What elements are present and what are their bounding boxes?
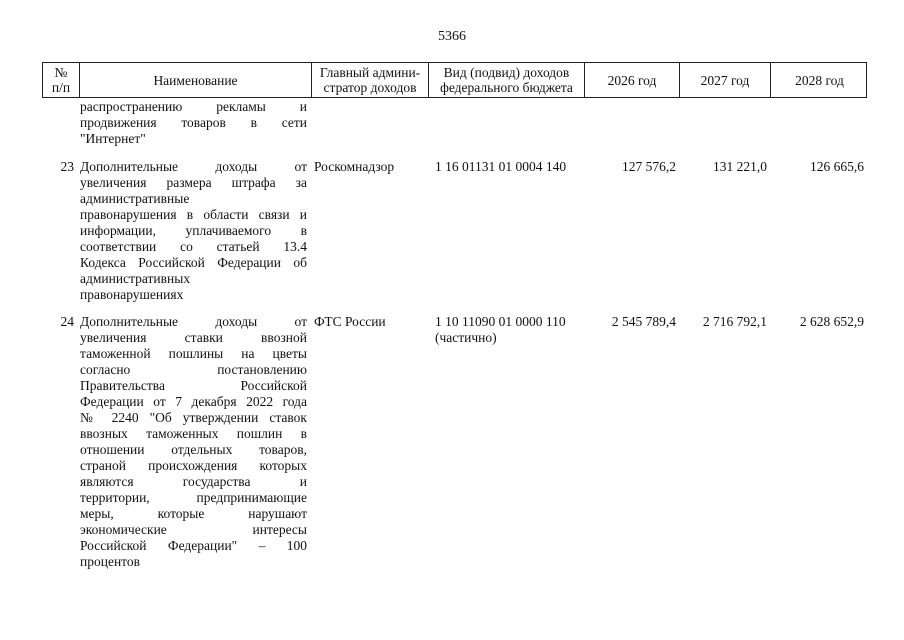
name-line: увеличения размера штрафа за	[80, 175, 307, 190]
row-code-line1: 1 10 11090 01 0000 110	[435, 314, 566, 329]
row-code-line2: (частично)	[435, 330, 497, 345]
name-line: страной происхождения которых	[80, 458, 307, 473]
table-row	[42, 314, 867, 570]
name-line: соответствии со статьей 13.4	[80, 239, 307, 254]
row-code	[428, 159, 584, 303]
name-line: Правительства Российской	[80, 378, 307, 393]
name-line: ввозных таможенных пошлин в	[80, 426, 307, 441]
column-header-code-line1: Вид (подвид) доходов	[443, 65, 570, 80]
name-line: являются государства и	[80, 474, 307, 489]
name-line: административных	[80, 271, 191, 286]
column-header-code	[429, 63, 585, 97]
column-header-2026: 2026 год	[585, 63, 680, 97]
column-header-num	[43, 63, 80, 97]
row-value-2027: 2 716 792,1	[702, 314, 767, 329]
name-line: Кодекса Российской Федерации об	[80, 255, 307, 270]
name-line: № 2240 "Об утверждении ставок	[80, 410, 307, 425]
name-line: экономические интересы	[80, 522, 307, 537]
name-line: административные	[80, 191, 190, 206]
column-header-admin-line1: Главный админи-	[319, 65, 421, 80]
table-row	[42, 159, 867, 303]
row-value-2027: 131 221,0	[713, 159, 767, 174]
row-admin: Роскомнадзор	[314, 159, 395, 174]
row-name	[79, 159, 311, 303]
page-number: 5366	[438, 29, 466, 44]
column-header-name: Наименование	[80, 63, 312, 97]
row-number: 24	[60, 314, 74, 329]
name-line: продвижения товаров в сети	[80, 115, 307, 130]
name-line: Дополнительные доходы от	[80, 159, 307, 174]
name-line: меры, которые нарушают	[80, 506, 307, 521]
name-line: распространению рекламы и	[80, 99, 307, 114]
revenue-table	[42, 62, 867, 570]
name-line: Федерации от 7 декабря 2022 года	[80, 394, 307, 409]
row-admin: ФТС России	[314, 314, 386, 329]
row-value-2028: 126 665,6	[810, 159, 864, 174]
column-header-2027: 2027 год	[680, 63, 771, 97]
row-number: 23	[60, 159, 74, 174]
continuation-row	[42, 99, 867, 147]
row-code-line1: 1 16 01131 01 0004 140	[435, 159, 567, 174]
column-header-num-line2: п/п	[51, 80, 71, 95]
name-line: Российской Федерации" – 100	[80, 538, 307, 553]
name-line: правонарушения в области связи и	[80, 207, 307, 222]
row-code	[428, 314, 584, 570]
name-line: "Интернет"	[80, 131, 146, 146]
table-header	[42, 62, 867, 98]
name-line: Дополнительные доходы от	[80, 314, 307, 329]
column-header-num-line1: №	[54, 65, 68, 80]
column-header-admin	[312, 63, 429, 97]
name-line: территории, предпринимающие	[80, 490, 307, 505]
column-header-admin-line2: стратор доходов	[323, 80, 417, 95]
name-line: увеличения ставки ввозной	[80, 330, 307, 345]
continuation-name	[79, 99, 311, 147]
row-value-2026: 2 545 789,4	[611, 314, 676, 329]
column-header-2028: 2028 год	[795, 72, 844, 88]
name-line: таможенной пошлины на цветы	[80, 346, 307, 361]
row-value-2026: 127 576,2	[622, 159, 676, 174]
row-value-2028: 2 628 652,9	[799, 314, 864, 329]
name-line: процентов	[80, 554, 141, 569]
row-name	[79, 314, 311, 570]
column-header-code-line2: федерального бюджета	[440, 80, 573, 95]
name-line: отношении отдельных товаров,	[80, 442, 307, 457]
name-line: правонарушениях	[80, 287, 184, 302]
name-line: информации, уплачиваемого в	[80, 223, 307, 238]
name-line: согласно постановлению	[80, 362, 307, 377]
